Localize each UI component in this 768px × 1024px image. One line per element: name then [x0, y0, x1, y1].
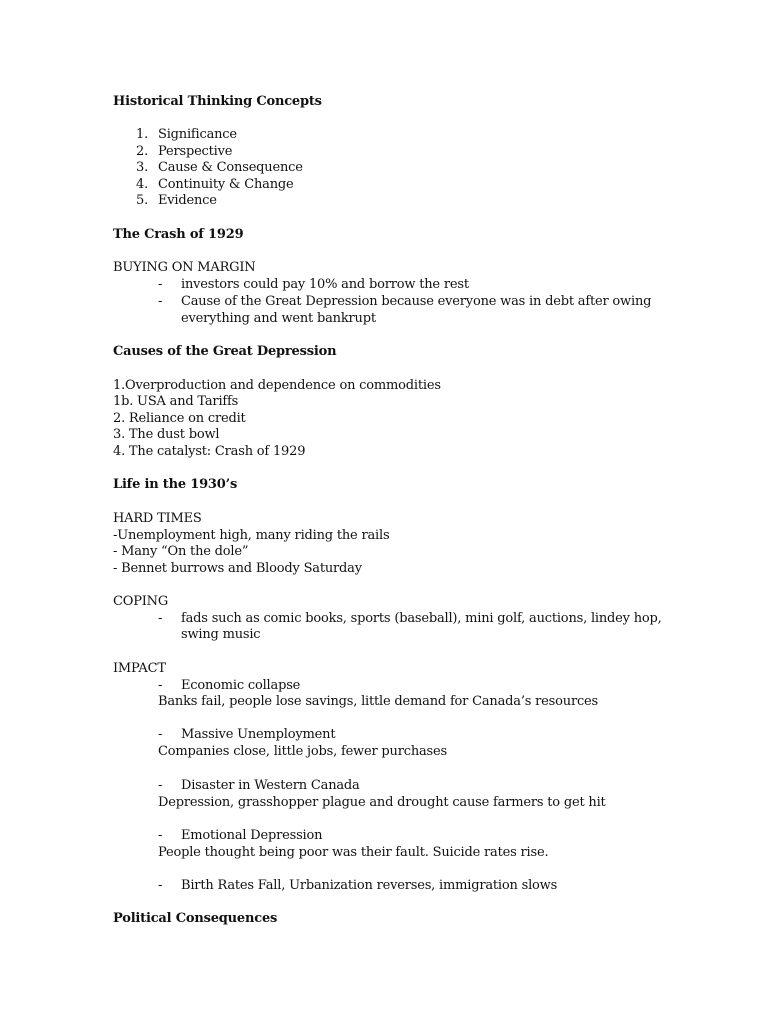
impact-title: Disaster in Western Canada — [181, 778, 360, 793]
impact-title: Emotional Depression — [181, 828, 323, 843]
hard-times-line: - Bennet burrows and Bloody Saturday — [113, 561, 362, 576]
cause-item: 2. Reliance on credit — [113, 411, 246, 426]
section-label-hard-times: HARD TIMES — [113, 511, 202, 526]
list-number: 1. — [136, 127, 149, 142]
impact-title: Birth Rates Fall, Urbanization reverses, immigration slows — [181, 878, 558, 893]
section-label-impact: IMPACT — [113, 661, 166, 676]
cause-item: 1.Overproduction and dependence on commodities — [113, 378, 441, 393]
impact-description: Companies close, little jobs, fewer purchases — [158, 744, 447, 759]
impact-description: Depression, grasshopper plague and drought cause farmers to get hit — [158, 795, 606, 810]
impact-title: Massive Unemployment — [181, 727, 336, 742]
list-item: Perspective — [158, 144, 233, 159]
bullet-text-continued: swing music — [181, 627, 261, 642]
dash-bullet: - — [158, 678, 163, 693]
section-label-buying-on-margin: BUYING ON MARGIN — [113, 260, 256, 275]
impact-description: People thought being poor was their fault. Suicide rates rise. — [158, 845, 549, 860]
cause-item: 3. The dust bowl — [113, 427, 220, 442]
bullet-text-continued: everything and went bankrupt — [181, 311, 376, 326]
dash-bullet: - — [158, 828, 163, 843]
hard-times-line: -Unemployment high, many riding the rails — [113, 528, 390, 543]
list-item: Continuity & Change — [158, 177, 294, 192]
hard-times-line: - Many “On the dole” — [113, 544, 249, 559]
impact-description: Banks fail, people lose savings, little demand for Canada’s resources — [158, 694, 599, 709]
heading-causes-great-depression: Causes of the Great Depression — [113, 344, 337, 359]
list-item: Cause & Consequence — [158, 160, 303, 175]
dash-bullet: - — [158, 878, 163, 893]
list-item: Evidence — [158, 193, 217, 208]
heading-crash-of-1929: The Crash of 1929 — [113, 227, 244, 242]
list-number: 2. — [136, 144, 149, 159]
list-item: Significance — [158, 127, 237, 142]
list-number: 5. — [136, 193, 149, 208]
bullet-text: Cause of the Great Depression because everyone was in debt after owing — [181, 294, 652, 309]
dash-bullet: - — [158, 778, 163, 793]
cause-item: 4. The catalyst: Crash of 1929 — [113, 444, 306, 459]
list-number: 3. — [136, 160, 149, 175]
bullet-text: investors could pay 10% and borrow the rest — [181, 277, 469, 292]
heading-historical-thinking-concepts: Historical Thinking Concepts — [113, 94, 322, 109]
heading-political-consequences: Political Consequences — [113, 911, 278, 926]
dash-bullet: - — [158, 294, 163, 309]
section-label-coping: COPING — [113, 594, 169, 609]
heading-life-in-1930s: Life in the 1930’s — [113, 477, 238, 492]
dash-bullet: - — [158, 611, 163, 626]
cause-item: 1b. USA and Tariffs — [113, 394, 239, 409]
list-number: 4. — [136, 177, 149, 192]
impact-title: Economic collapse — [181, 678, 301, 693]
dash-bullet: - — [158, 277, 163, 292]
bullet-text: fads such as comic books, sports (baseball), mini golf, auctions, lindey hop, — [181, 611, 662, 626]
dash-bullet: - — [158, 727, 163, 742]
